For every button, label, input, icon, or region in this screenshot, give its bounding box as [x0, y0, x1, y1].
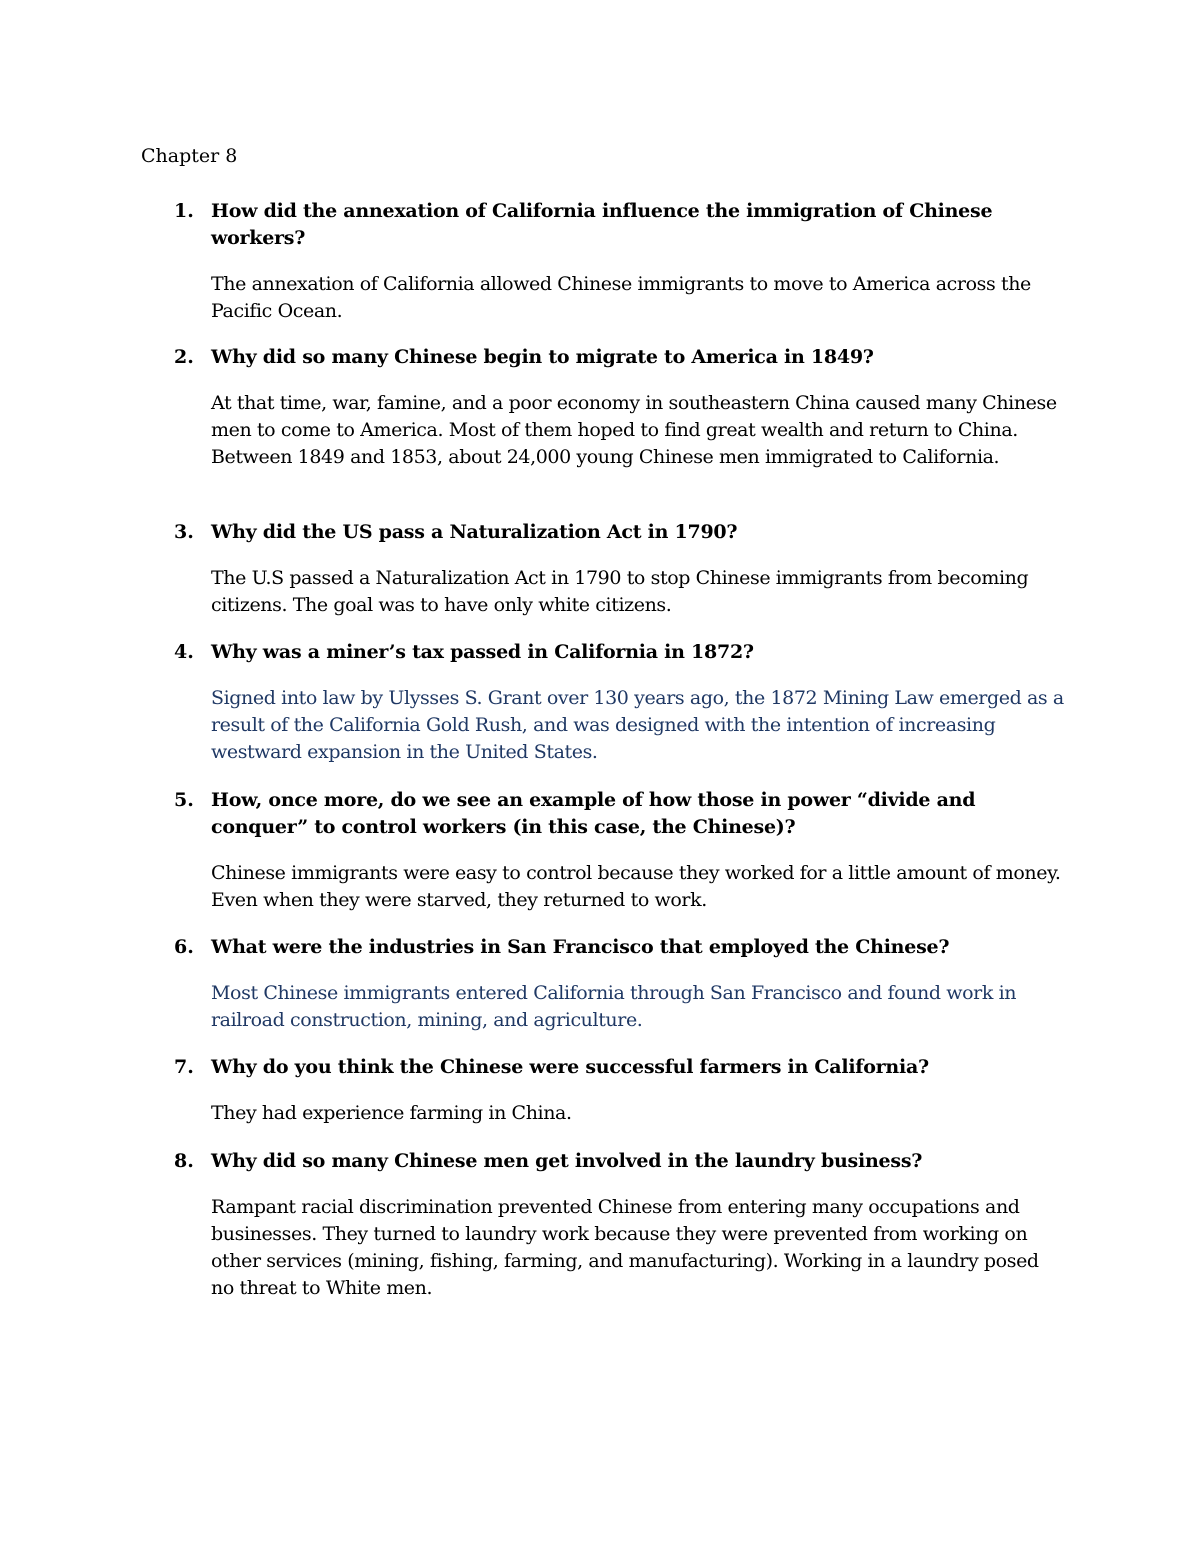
answer-text: Signed into law by Ulysses S. Grant over 130 years ago, the 1872 Mining Law emerged as a result of the California Gold Rush, and was designed with the intention of increasing westward expansion in the United States.	[211, 687, 1064, 763]
chapter-heading: Chapter 8	[141, 145, 238, 167]
question-text: Why did so many Chinese men get involved in the laundry business?	[211, 1150, 923, 1172]
question-number: 5.	[174, 789, 194, 811]
question-number: 4.	[174, 641, 194, 663]
question-number: 1.	[174, 200, 194, 222]
answer-text: The U.S passed a Naturalization Act in 1790 to stop Chinese immigrants from becoming citizens. The goal was to have only white citizens.	[211, 567, 1029, 616]
answer-text: At that time, war, famine, and a poor economy in southeastern China caused many Chinese men to come to America. Most of them hoped to find great wealth and return to China. Between 1849 and 1853, about 24,000 young Chinese men immigrated to California.	[211, 392, 1057, 468]
question-text: What were the industries in San Francisco that employed the Chinese?	[211, 936, 950, 958]
answer-text: Most Chinese immigrants entered California through San Francisco and found work in railroad construction, mining, and agriculture.	[211, 982, 1017, 1031]
question-number: 3.	[174, 521, 194, 543]
question-number: 8.	[174, 1150, 194, 1172]
question-text: How, once more, do we see an example of how those in power “divide and conquer” to control workers (in this case, the Chinese)?	[211, 789, 976, 838]
question-text: Why did the US pass a Naturalization Act in 1790?	[211, 521, 738, 543]
question-number: 6.	[174, 936, 194, 958]
question-text: How did the annexation of California influence the immigration of Chinese workers?	[211, 200, 993, 249]
answer-text: The annexation of California allowed Chinese immigrants to move to America across the Pacific Ocean.	[211, 273, 1031, 322]
question-number: 7.	[174, 1056, 194, 1078]
answer-text: They had experience farming in China.	[211, 1102, 572, 1124]
question-text: Why did so many Chinese begin to migrate to America in 1849?	[211, 346, 874, 368]
answer-text: Chinese immigrants were easy to control because they worked for a little amount of money. Even when they were starved, they returned to work.	[211, 862, 1061, 911]
question-text: Why do you think the Chinese were successful farmers in California?	[211, 1056, 929, 1078]
question-text: Why was a miner’s tax passed in California in 1872?	[211, 641, 754, 663]
answer-text: Rampant racial discrimination prevented Chinese from entering many occupations and businesses. They turned to laundry work because they were prevented from working on other services (mining, fishing, farming, and manufacturing). Working in a laundry posed no threat to White men.	[211, 1196, 1039, 1299]
question-number: 2.	[174, 346, 194, 368]
